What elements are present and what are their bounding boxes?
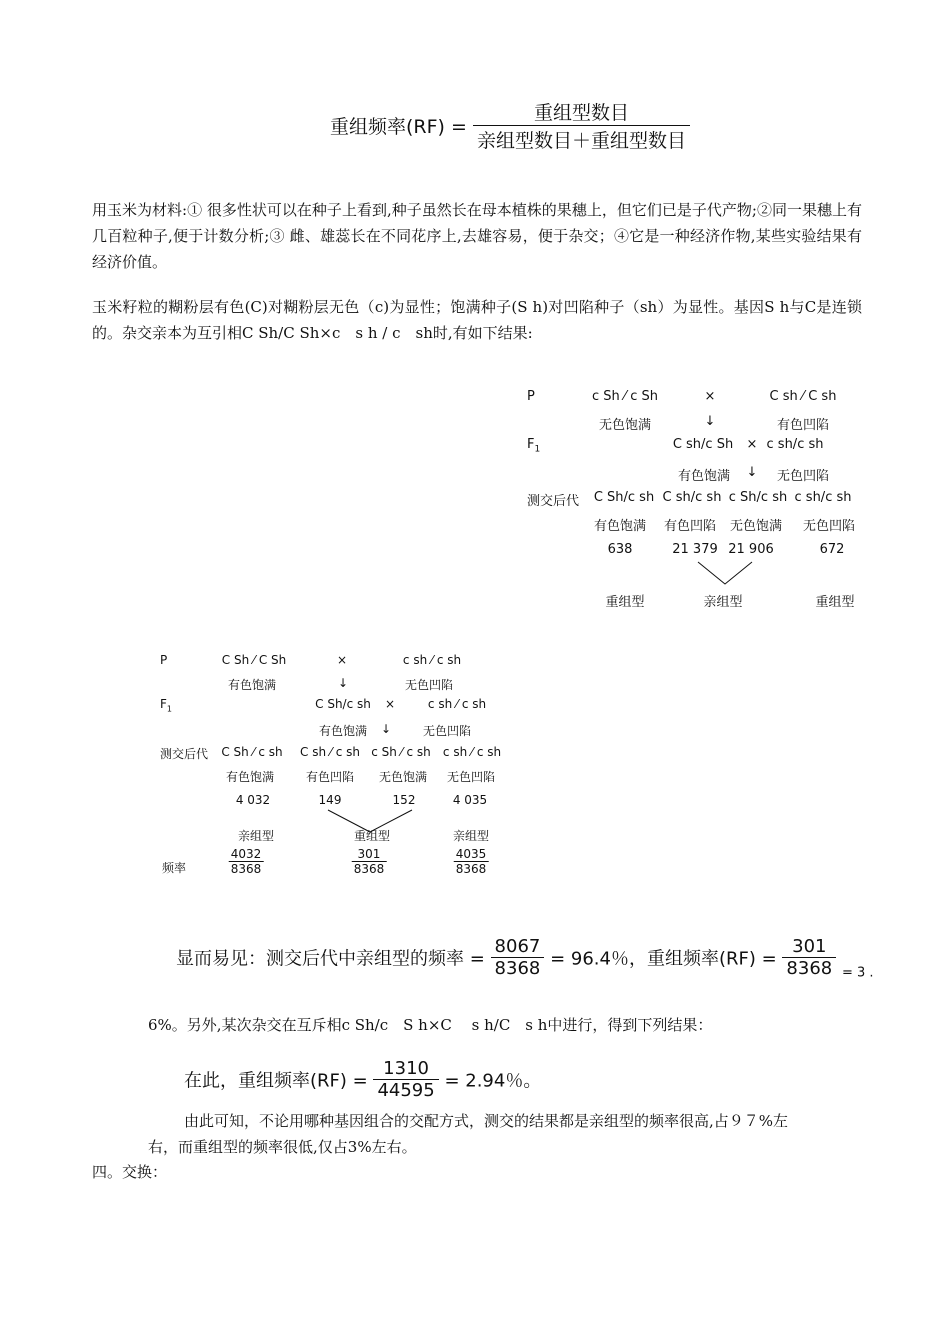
d1-f1-cross: × <box>746 437 758 452</box>
d2-test-phenotype-4: 无色凹陷 <box>446 770 496 784</box>
parental-frequency-equation <box>176 936 874 981</box>
d2-type-1: 亲组型 <box>237 829 275 843</box>
d2-count-3: 152 <box>392 793 416 807</box>
d1-test-label: 测交后代 <box>527 494 580 509</box>
d1-parental-bracket <box>690 560 760 588</box>
d1-type-3: 重组型 <box>815 595 855 610</box>
d1-p-left-phenotype: 无色饱满 <box>598 418 652 433</box>
d1-p-right-genotype: C sh ⁄ C sh <box>769 389 837 404</box>
d1-f1-tester: c sh/c sh <box>766 437 824 452</box>
d1-test-phenotype-3: 无色饱满 <box>729 519 783 534</box>
d2-test-genotype-3: c Sh ⁄ c sh <box>371 745 431 759</box>
d2-f1-label: $F_1$ <box>160 697 172 714</box>
d1-count-2: 21 379 <box>672 542 718 557</box>
d1-test-genotype-4: c sh/c sh <box>794 490 852 505</box>
conclusion-line-2: 右，而重组型的频率很低,仅占3%左右。 <box>148 1138 417 1156</box>
rf-formula <box>330 98 690 153</box>
paragraph-maize-traits: 玉米籽粒的糊粉层有色(C)对糊粉层无色（c)为显性；饱满种子(S h)对凹陷种子（sh）为显性。基因S h与C是连锁的。杂交亲本为互引相C Sh/C Sh×c s h / c sh时,有如下结果: <box>92 298 862 342</box>
d1-count-3: 21 906 <box>728 542 774 557</box>
d1-f1-right-phenotype: 无色凹陷 <box>776 469 830 484</box>
d2-frequency-3: 4035 8368 <box>455 847 487 876</box>
d1-f1-left-phenotype: 有色饱满 <box>677 469 731 484</box>
d1-count-4: 672 <box>819 542 845 557</box>
d2-test-genotype-1: C Sh ⁄ c sh <box>221 745 283 759</box>
d2-count-1: 4 032 <box>235 793 271 807</box>
d1-f1-arrow: ↓ <box>746 465 758 480</box>
d2-frequency-2: 301 8368 <box>353 847 385 876</box>
rf-denominator: 亲组型数目＋重组型数目 <box>476 130 686 152</box>
d1-test-phenotype-4: 无色凹陷 <box>802 519 856 534</box>
continuation-line: 6%。另外,某次杂交在互斥相c Sh/c S h×C s h/C s h中进行，得到下列结果： <box>148 1016 713 1034</box>
d2-test-genotype-4: c sh ⁄ c sh <box>442 745 502 759</box>
d2-p-arrow: ↓ <box>337 676 349 690</box>
d2-f1-left-phenotype: 有色饱满 <box>318 724 368 738</box>
eq2-prefix: 在此，重组频率(RF) = <box>184 1070 368 1092</box>
rf-formula-fraction <box>473 98 690 153</box>
d2-p-label: P <box>160 653 168 667</box>
d1-p-cross: × <box>704 389 716 404</box>
d2-count-2: 149 <box>318 793 342 807</box>
d1-count-1: 638 <box>607 542 633 557</box>
d2-frequency-1: 4032 8368 <box>230 847 262 876</box>
d1-test-genotype-2: C sh/c sh <box>662 490 722 505</box>
d1-f1-genotype: C sh/c Sh <box>672 437 734 452</box>
d1-test-genotype-1: C Sh/c sh <box>593 490 655 505</box>
d1-f1-label: $F_1$ <box>527 437 541 455</box>
d1-type-1: 重组型 <box>605 595 645 610</box>
d2-test-phenotype-1: 有色饱满 <box>225 770 275 784</box>
d2-type-2: 重组型 <box>353 829 391 843</box>
d1-test-phenotype-1: 有色饱满 <box>593 519 647 534</box>
d2-type-3: 亲组型 <box>452 829 490 843</box>
d2-p-cross: × <box>336 653 348 667</box>
rf-numerator: 重组型数目 <box>473 98 690 126</box>
d1-p-label: P <box>527 389 535 404</box>
eq1-tail: = 3 . <box>841 965 874 981</box>
d2-f1-arrow: ↓ <box>380 722 392 736</box>
d2-test-label: 测交后代 <box>160 747 209 761</box>
d2-count-4: 4 035 <box>452 793 488 807</box>
d2-f1-right-phenotype: 无色凹陷 <box>422 724 472 738</box>
repulsion-rf-equation <box>184 1058 541 1101</box>
d2-f1-tester: c sh ⁄ c sh <box>427 697 487 711</box>
d2-p-left-genotype: C Sh ⁄ C Sh <box>221 653 287 667</box>
eq2-fraction: $\frac{1310}{44595}$ <box>373 1058 438 1101</box>
d2-f1-genotype: C Sh/c sh <box>315 697 371 711</box>
eq1-prefix: 显而易见：测交后代中亲组型的频率 = <box>176 948 485 970</box>
d1-p-arrow: ↓ <box>704 414 716 429</box>
d2-frequency-label: 频率 <box>162 861 187 875</box>
d2-p-right-genotype: c sh ⁄ c sh <box>402 653 462 667</box>
d1-test-phenotype-2: 有色凹陷 <box>663 519 717 534</box>
d2-p-left-phenotype: 有色饱满 <box>227 678 277 692</box>
eq1-fraction-1: $\frac{8067}{8368}$ <box>491 936 545 979</box>
eq1-fraction-2: $\frac{301}{8368}$ <box>782 936 836 979</box>
d2-p-right-phenotype: 无色凹陷 <box>404 678 454 692</box>
section-heading-exchange: 四。交换： <box>92 1163 168 1181</box>
d2-f1-cross: × <box>384 697 396 711</box>
eq2-result: = 2.94％。 <box>444 1070 542 1092</box>
eq1-result: = 96.4％，重组频率(RF) = <box>550 948 777 970</box>
d1-p-right-phenotype: 有色凹陷 <box>776 418 830 433</box>
d1-p-left-genotype: c Sh ⁄ c Sh <box>592 389 658 404</box>
d1-test-genotype-3: c Sh/c sh <box>728 490 788 505</box>
d1-type-2: 亲组型 <box>703 595 743 610</box>
d2-test-phenotype-3: 无色饱满 <box>378 770 428 784</box>
d2-test-genotype-2: C sh ⁄ c sh <box>300 745 360 759</box>
paragraph-maize-advantages: 用玉米为材料:① 很多性状可以在种子上看到,种子虽然长在母本植株的果穗上，但它们已是子代产物;②同一果穗上有几百粒种子,便于计数分析;③ 雌、雄蕊长在不同花序上,去雄容易，便于杂交；④它是一种经济作物,某些实验结果有经济价值。 <box>92 201 862 271</box>
conclusion-line-1: 由此可知，不论用哪种基因组合的交配方式，测交的结果都是亲组型的频率很高,占９７%左 <box>184 1112 789 1130</box>
rf-formula-lhs: 重组频率(RF) = <box>330 116 467 138</box>
d2-test-phenotype-2: 有色凹陷 <box>305 770 355 784</box>
